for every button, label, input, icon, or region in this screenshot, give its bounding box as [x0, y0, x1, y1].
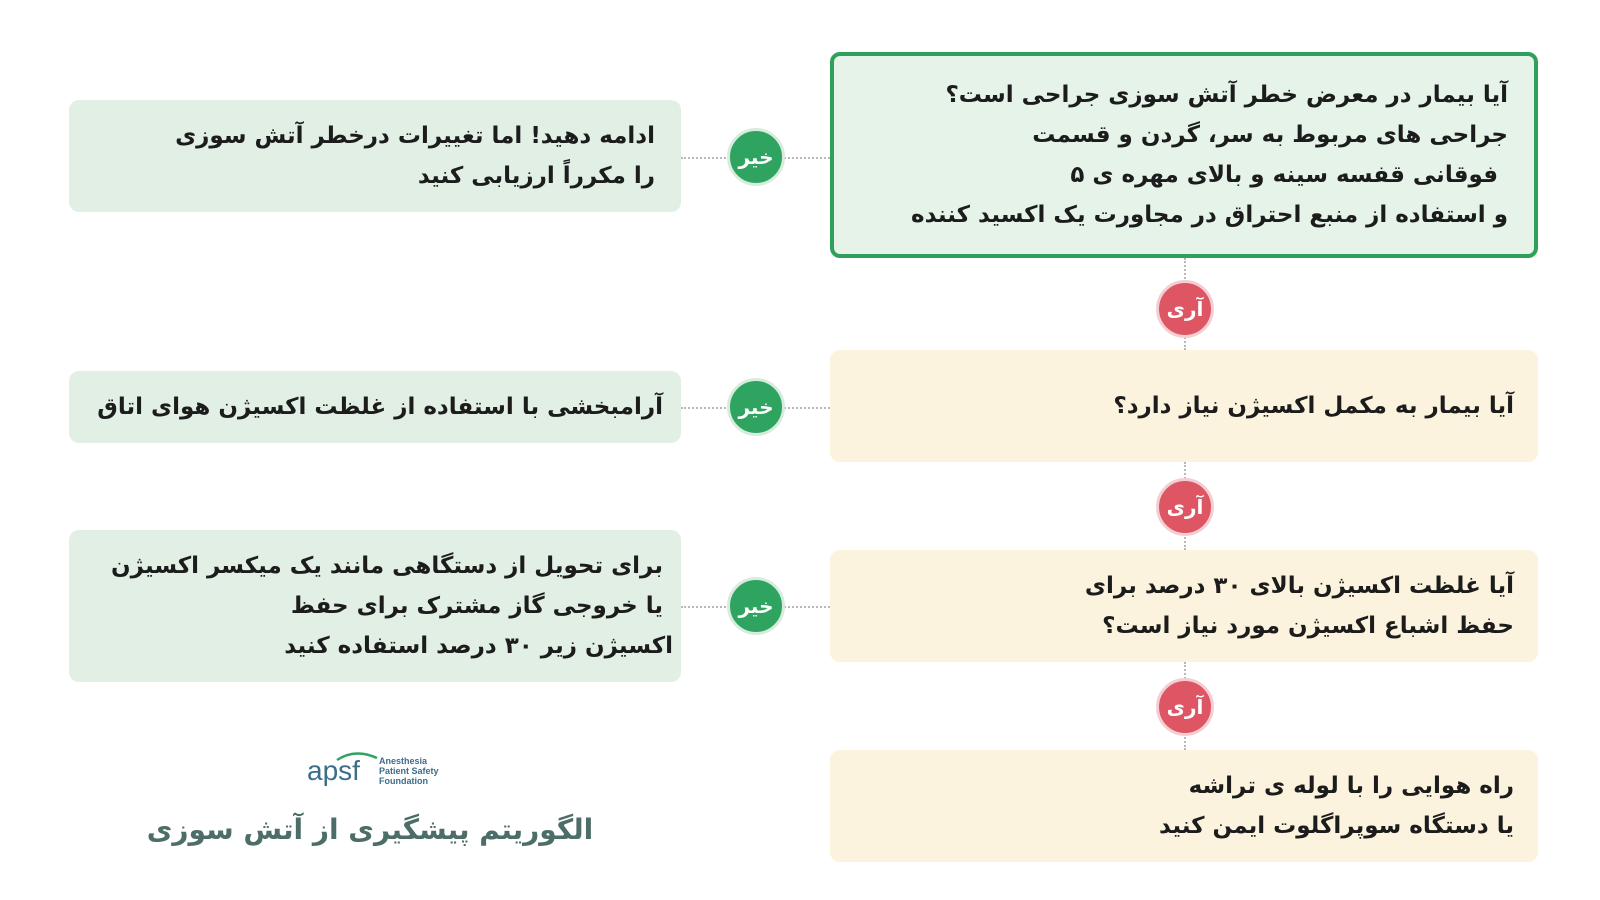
diagram-title: الگوریتم پیشگیری از آتش سوزی [146, 813, 594, 846]
question-4-line-2: یا دستگاه سوپراگلوت ایمن کنید [1159, 813, 1514, 839]
question-oxygen-concentration [830, 550, 1538, 662]
no-badge-1: خیر [727, 128, 785, 186]
apsf-logo [307, 750, 447, 796]
question-3-line-2: حفظ اشباع اکسیژن مورد نیاز است؟ [1102, 613, 1514, 639]
logo-abbr: apsf [307, 755, 360, 786]
answer-2-line-1: آرامبخشی با استفاده از غلظت اکسیژن هوای اتاق [97, 394, 663, 420]
yes-badge-2: آری [1156, 478, 1214, 536]
answer-1-line-2: را مکرراً ارزیابی کنید [417, 163, 655, 189]
yes-badge-1: آری [1156, 280, 1214, 338]
no-badge-2: خیر [727, 378, 785, 436]
question-fire-risk [830, 52, 1538, 258]
yes-badge-3: آری [1156, 678, 1214, 736]
logo-line-2: Patient Safety [379, 766, 439, 776]
answer-1-line-1: ادامه دهید! اما تغییرات درخطر آتش سوزی [175, 123, 655, 149]
action-secure-airway [830, 750, 1538, 862]
question-oxygen-need [830, 350, 1538, 462]
question-4-line-1: راه هوایی را با لوله ی تراشه [1188, 773, 1514, 799]
answer-room-air-sedation [69, 371, 681, 443]
question-2-line-1: آیا بیمار به مکمل اکسیژن نیاز دارد؟ [1113, 393, 1514, 419]
answer-oxygen-blender [69, 530, 681, 682]
question-1-line-3: فوقانی قفسه سینه و بالای مهره ی ۵ [1070, 162, 1498, 188]
question-1-line-1: آیا بیمار در معرض خطر آتش سوزی جراحی است؟ [945, 82, 1508, 108]
logo-line-3: Foundation [379, 776, 428, 786]
logo-line-1: Anesthesia [379, 756, 428, 766]
question-1-line-2: جراحی های مربوط به سر، گردن و قسمت [1032, 122, 1508, 148]
question-1-line-4: و استفاده از منبع احتراق در مجاورت یک اکسید کننده [911, 202, 1508, 228]
answer-3-line-2: یا خروجی گاز مشترک برای حفظ [290, 593, 663, 619]
no-badge-3: خیر [727, 577, 785, 635]
answer-continue-reassess [69, 100, 681, 212]
answer-3-line-1: برای تحویل از دستگاهی مانند یک میکسر اکسیژن [111, 553, 663, 579]
question-3-line-1: آیا غلظت اکسیژن بالای ۳۰ درصد برای [1084, 573, 1514, 599]
answer-3-line-3: اکسیژن زیر ۳۰ درصد استفاده کنید [284, 633, 673, 659]
